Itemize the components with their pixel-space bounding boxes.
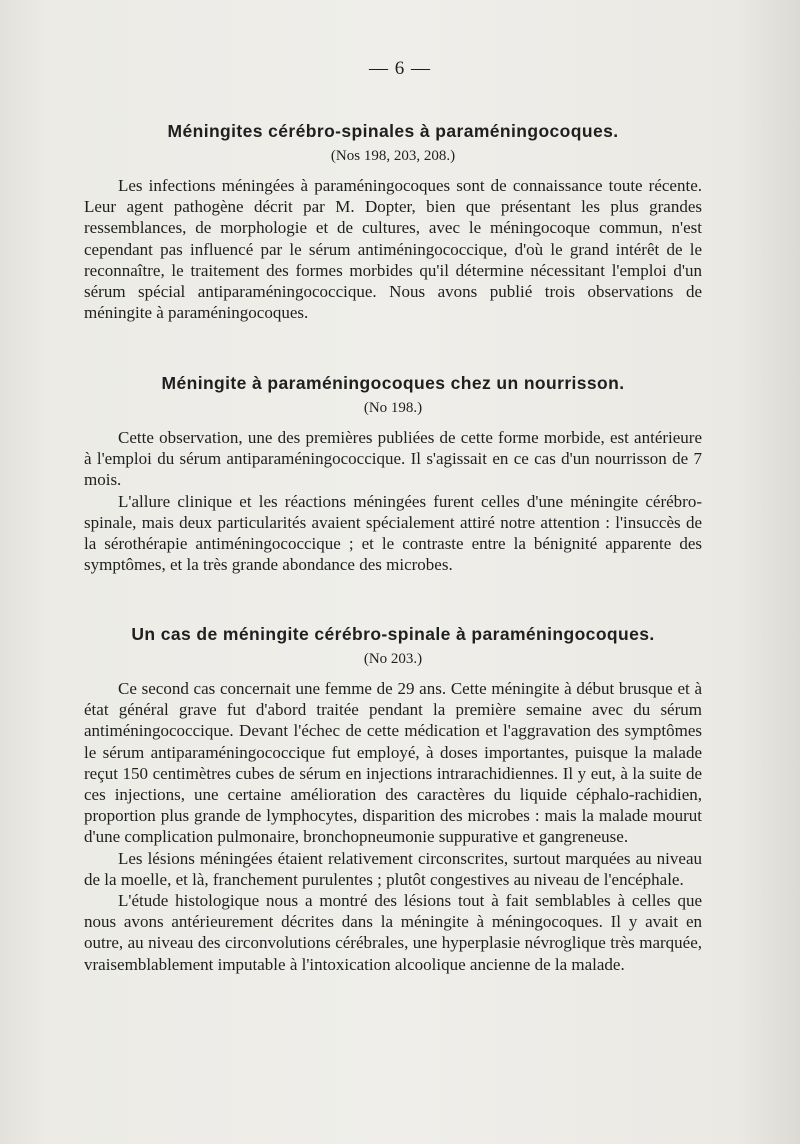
paragraph: L'allure clinique et les réactions méningées furent celles d'une méningite cérébro-spinale, mais deux particularités avaient spécialement attiré notre attention : l'insuccès de la sérothérapie antiméningococcique ; et le contraste entre la bénignité apparente des symptômes, et la très grande abondance des microbes. xyxy=(84,491,702,575)
section-heading: Un cas de méningite cérébro-spinale à paraméningocoques. xyxy=(131,624,655,644)
paragraph: Les infections méningées à paraméningocoques sont de connaissance toute récente. Leur agent pathogène décrit par M. Dopter, bien que présentant les plus grandes ressemblances, de morphologie et de cultures, avec le méningocoque commun, n'est cependant pas influencé par le sérum antiméningococcique, d'où le grand intérêt de le reconnaître, le traitement des formes morbides qu'il détermine nécessitant l'emploi d'un sérum spécial antiparaméningococcique. Nous avons publié trois observations de méningite à paraméningocoques. xyxy=(84,176,702,323)
paragraph: Les lésions méningées étaient relativement circonscrites, surtout marquées au niveau de la moelle, et là, franchement purulentes ; plutôt congestives au niveau de l'encéphale. xyxy=(84,848,702,889)
observation-reference: (Nos 198, 203, 208.) xyxy=(330,148,456,164)
paragraph: Cette observation, une des premières publiées de cette forme morbide, est antérieure à l'emploi du sérum antiparaméningococcique. Il s'agissait en ce cas d'un nourrisson de 7 mois. xyxy=(84,428,702,490)
paragraph: Ce second cas concernait une femme de 29 ans. Cette méningite à début brusque et à état général grave fut d'abord traitée pendant la première semaine avec du sérum antiméningococcique. Devant l'échec de cette médication et l'aggravation des symptômes le sérum antiparaméningococcique fut employé, à doses importantes, puisque la malade reçut 150 centimètres cubes de sérum en injections intrarachidiennes. Il y eut, à la suite de ces injections, une certaine amélioration des caractères du liquide céphalo-rachidien, proportion plus grande de lymphocytes, disparition des microbes : mais la malade mourut d'une complication pulmonaire, bronchopneumonie suppurative et gangreneuse. xyxy=(84,679,702,847)
section-heading: Méningites cérébro-spinales à paraméningocoques. xyxy=(167,121,619,141)
section-heading: Méningite à paraméningocoques chez un nourrisson. xyxy=(161,373,625,393)
observation-reference: (No 198.) xyxy=(363,400,423,416)
page-number: — 6 — xyxy=(369,58,431,79)
section-nourrisson xyxy=(84,373,702,575)
section-meningites-cerebro-spinales xyxy=(84,121,702,323)
paragraph: L'étude histologique nous a montré des lésions tout à fait semblables à celles que nous avons antérieurement décrites dans la méningite à méningocoques. Il y avait en outre, au niveau des circonvolutions cérébrales, une hyperplasie névroglique très marquée, vraisemblablement imputable à l'intoxication alcoolique ancienne de la malade. xyxy=(84,891,702,974)
section-cas-meningite xyxy=(84,624,702,975)
observation-reference: (No 203.) xyxy=(363,651,423,667)
